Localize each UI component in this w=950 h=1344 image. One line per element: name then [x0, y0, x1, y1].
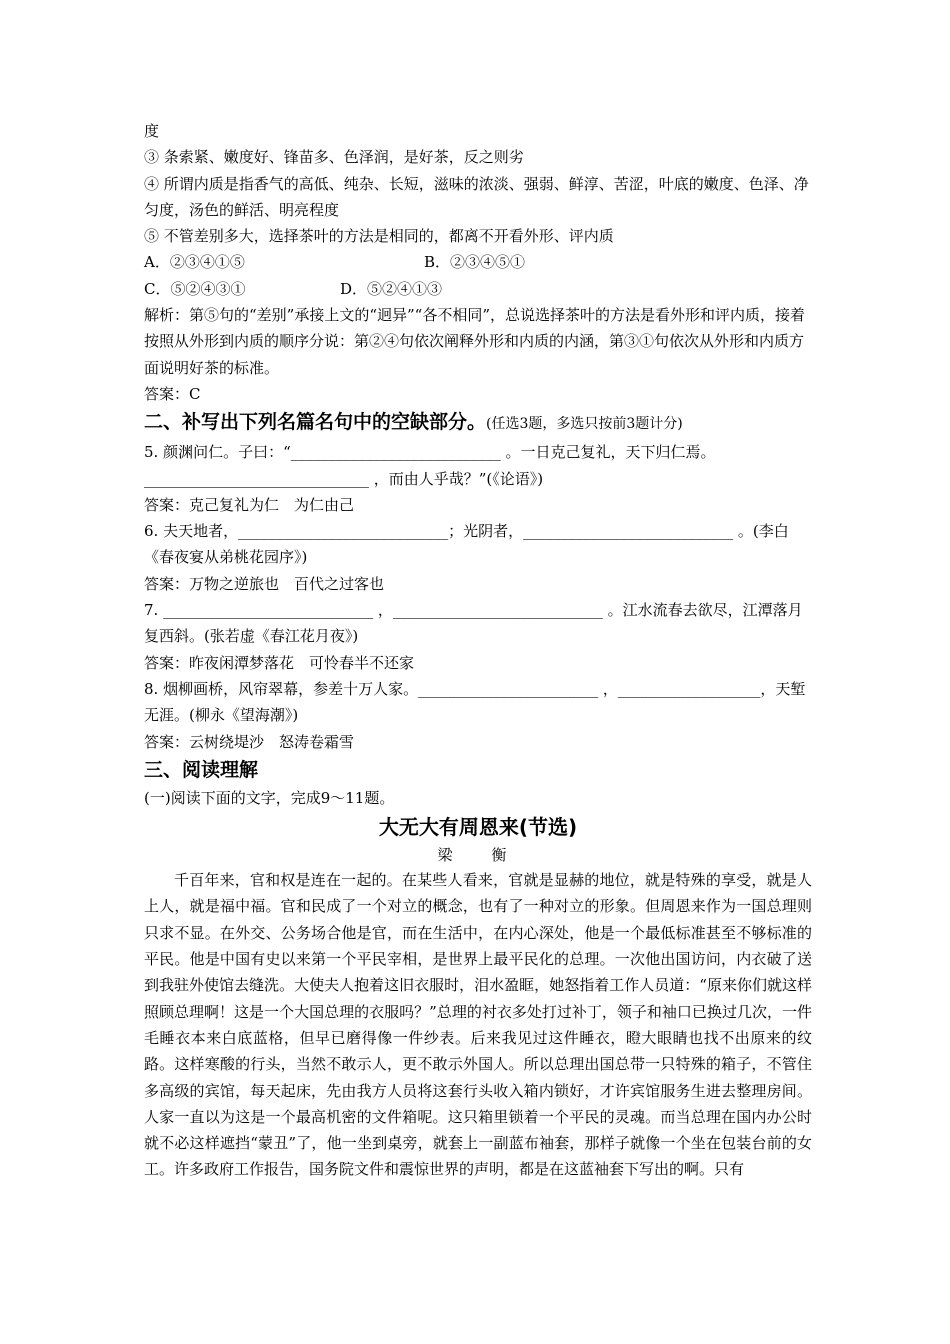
answer-5: 答案：克己复礼为仁 为仁由己 [144, 495, 355, 514]
section-2-heading [144, 407, 812, 439]
document-page [144, 118, 812, 1183]
question-6: 6. 夫天地者，____________________________；光阴者，____________________________ 。(李白《春夜宴从弟桃花园序》) [144, 522, 789, 567]
answer-7: 答案：昨夜闲潭梦落花 可怜春半不还家 [144, 653, 415, 672]
section-2-title: 二、补写出下列名篇名句中的空缺部分。 [144, 411, 487, 434]
article-author: 梁 衡 [437, 846, 519, 865]
answer-6: 答案：万物之逆旅也 百代之过客也 [144, 574, 385, 593]
sentence-item-3: ③ 条索紧、嫩度好、锋苗多、色泽润，是好茶，反之则劣 [144, 148, 524, 167]
article-title: 大无大有周恩来(节选) [378, 815, 578, 840]
answer-8: 答案：云树绕堤沙 怒涛卷霜雪 [144, 732, 355, 751]
option-a: A．②③④①⑤ [144, 253, 245, 272]
article-body: 千百年来，官和权是连在一起的。在某些人看来，官就是显赫的地位，就是特殊的享受，就是人上人，就是福中福。官和民成了一个对立的概念，也有了一种对立的形象。但周恩来作为一国总理则只求不显。在外交、公务场合他是官，而在生活中，在内心深处，他是一个最低标准甚至不够标准的平民。他是中国有史以来第一个平民宰相，是世界上最平民化的总理。一次他出国访问，内衣破了送到我驻外使馆去缝洗。大使夫人抱着这旧衣服时，泪水盈眶，她怒指着工作人员道：“原来你们就这样照顾总理啊！这是一个大国总理的衣服吗？”总理的衬衣多处打过补丁，领子和袖口已换过几次，一件毛睡衣本来白底蓝格，但早已磨得像一件纱表。后来我见过这件睡衣，瞪大眼睛也找不出原来的纹路。这样寒酸的行头，当然不敢示人，更不敢示外国人。所以总理出国总带一只特殊的箱子，不管住多高级的宾馆，每天起床，先由我方人员将这套行头收入箱内锁好，才许宾馆服务生进去整理房间。人家一直以为这是一个最高机密的文件箱呢。这只箱里锁着一个平民的灵魂。而当总理在国内办公时就不必这样遮挡“蒙丑”了，他一坐到桌旁，就套上一副蓝布袖套，那样子就像一个坐在包装台前的女工。许多政府工作报告，国务院文件和震惊世界的声明，都是在这蓝袖套下写出的啊。只有 [144, 871, 812, 1179]
question-7: 7. ____________________________ ，____________________________ 。江水流春去欲尽，江潭落月复西斜。(张若虚《春江花月夜》) [144, 601, 803, 646]
question-8: 8. 烟柳画桥，风帘翠幕，参差十万人家。________________________ ，___________________，天堑无涯。(柳永《望海潮》) [144, 679, 806, 725]
option-c: C．⑤②④③① [144, 279, 246, 298]
sentence-item-5: ⑤ 不管差别多大，选择茶叶的方法是相同的，都离不开看外形、评内质 [144, 227, 614, 246]
option-b: B．②③④⑤① [424, 253, 526, 272]
question-5: 5. 颜渊问仁。子曰：“____________________________ 。一日克己复礼，天下归仁焉。______________________________ ，而由人乎哉？”(《论语》) [144, 443, 716, 488]
sentence-item-4: ④ 所谓内质是指香气的高低、纯杂、长短，滋味的浓淡、强弱、鲜淳、苦涩，叶底的嫩度、色泽、净匀度，汤色的鲜活、明亮程度 [144, 174, 809, 219]
reading-intro: (一)阅读下面的文字，完成9～11题。 [144, 788, 395, 807]
options-row-2 [144, 276, 812, 302]
options-row-1 [144, 249, 812, 275]
section-2-note: (任选3题，多选只按前3题计分) [486, 416, 683, 433]
analysis-text: 解析：第⑤句的“差别”承接上文的“迥异”“各不相同”，总说选择茶叶的方法是看外形和评内质，接着按照从外形到内质的顺序分说：第②④句依次阐释外形和内质的内涵，第③①句依次从外形和内质方面说明好茶的标准。 [144, 306, 806, 377]
option-d: D．⑤②④①③ [340, 279, 443, 298]
answer-4: 答案：C [144, 384, 201, 403]
continuation-text: 度 [144, 122, 160, 140]
section-3-heading: 三、阅读理解 [144, 758, 259, 781]
